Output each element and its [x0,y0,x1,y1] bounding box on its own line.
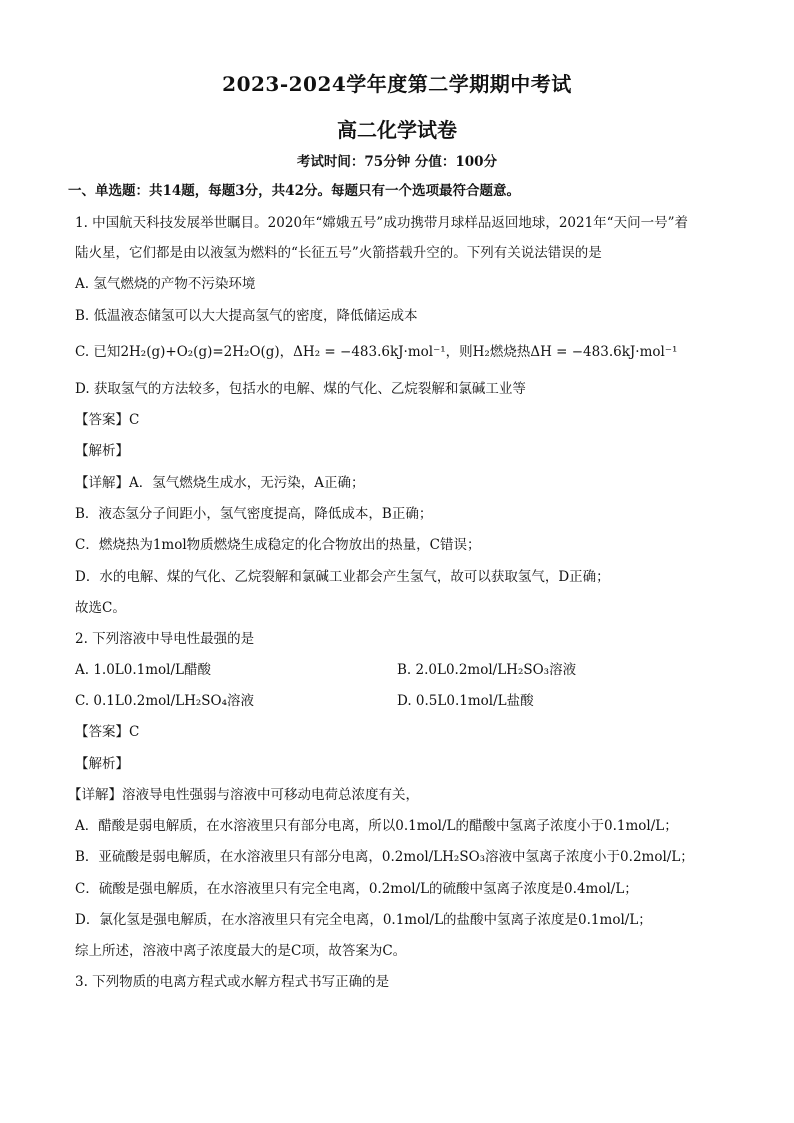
q1-detail-a: 【详解】A．氢气燃烧生成水，无污染，A正确； [75,475,365,491]
q2-detail-a: A．醋酸是弱电解质，在水溶液里只有部分电离，所以0.1mol/L的醋酸中氢离子浓度小于0.1mol/L； [75,818,678,834]
q1-detail-c: C．燃烧热为1mol物质燃烧生成稳定的化合物放出的热量，C错误； [75,537,481,553]
q1-conclusion: 故选C。 [75,600,126,616]
q2-detail-intro: 【详解】溶液导电性强弱与溶液中可移动电荷总浓度有关， [68,787,419,803]
q1-stem-line2: 陆火星，它们都是由以液氢为燃料的“长征五号”火箭搭载升空的。下列有关说法错误的是 [75,245,602,261]
q1-option-c-equation: 2H₂(g)+O₂(g)=2H₂O(g)，ΔH₂ = −483.6kJ·mol⁻¹，则H₂燃烧热ΔH = −483.6kJ·mol⁻¹ [120,344,678,360]
q3-stem: 3. 下列物质的电离方程式或水解方程式书写正确的是 [75,974,390,990]
q2-detail-d: D．氯化氢是强电解质，在水溶液里只有完全电离，0.1mol/L的盐酸中氢离子浓度是0.1mol/L； [75,912,652,928]
q1-option-c-prefix: C. 已知 [75,344,121,360]
q1-option-b: B. 低温液态储氢可以大大提高氢气的密度，降低储运成本 [75,308,418,324]
q2-conclusion: 综上所述，溶液中离子浓度最大的是C项，故答案为C。 [75,943,407,959]
q2-option-c: C. 0.1L0.2mol/LH₂SO₄溶液 [75,693,255,709]
q2-option-a: A. 1.0L0.1mol/L醋酸 [75,662,211,678]
exam-title: 2023-2024学年度第二学期期中考试 [222,72,572,96]
section-heading: 一、单选题：共14题，每题3分，共42分。每题只有一个选项最符合题意。 [68,183,520,199]
q1-analysis-label: 【解析】 [75,443,129,459]
q2-stem: 2. 下列溶液中导电性最强的是 [75,631,255,647]
q2-analysis-label: 【解析】 [75,756,129,772]
exam-meta: 考试时间：75分钟 分值：100分 [296,154,498,170]
q2-option-d: D. 0.5L0.1mol/L盐酸 [397,693,534,709]
q1-option-a: A. 氢气燃烧的产物不污染环境 [75,276,256,292]
q1-detail-d: D．水的电解、煤的气化、乙烷裂解和氯碱工业都会产生氢气，故可以获取氢气，D正确； [75,569,610,585]
q1-detail-b: B．液态氢分子间距小，氢气密度提高，降低成本，B正确； [75,506,433,522]
q1-stem-line1: 1. 中国航天科技发展举世瞩目。2020年“嫦娥五号”成功携带月球样品返回地球，2021年“天问一号”着 [75,215,688,231]
q2-option-b: B. 2.0L0.2mol/LH₂SO₃溶液 [397,662,577,678]
q1-option-d: D. 获取氢气的方法较多，包括水的电解、煤的气化、乙烷裂解和氯碱工业等 [75,381,526,397]
q1-option-c [75,342,677,362]
q1-answer: 【答案】C [75,412,140,428]
q2-answer: 【答案】C [75,724,140,740]
q2-detail-c: C．硫酸是强电解质，在水溶液里只有完全电离，0.2mol/L的硫酸中氢离子浓度是0.4mol/L； [75,881,638,897]
exam-subtitle: 高二化学试卷 [337,118,457,142]
q2-detail-b: B．亚硫酸是弱电解质，在水溶液里只有部分电离，0.2mol/LH₂SO₃溶液中氢离子浓度小于0.2mol/L； [75,849,694,865]
